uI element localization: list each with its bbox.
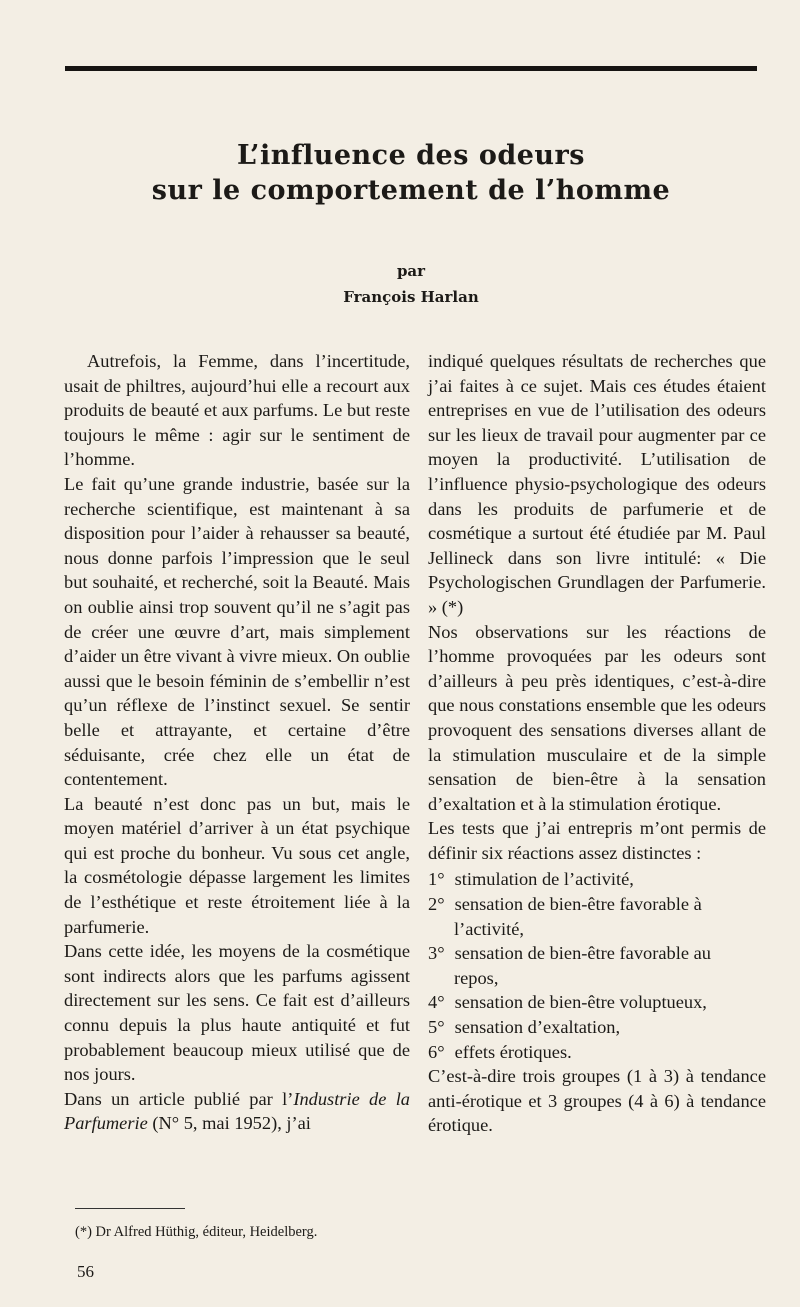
list-item bbox=[428, 990, 766, 1015]
list-text: sensation d’exaltation, bbox=[454, 1017, 621, 1038]
reaction-list bbox=[428, 867, 766, 1064]
paragraph: Dans cette idée, les moyens de la cosmétique sont indirects alors que les parfums agissent directement sur les sens. Ce fait est d’ailleurs connu depuis la plus haute antiquité et fut probablement beaucoup mieux utilisé que de nos jours. bbox=[64, 941, 410, 1085]
list-number: 5° bbox=[428, 1017, 445, 1038]
list-number: 4° bbox=[428, 992, 445, 1013]
paragraph bbox=[64, 1087, 410, 1136]
paragraph-continued: indiqué quelques résultats de recherches que j’ai faites à ce sujet. Mais ces études étaient entreprises en vue de l’utilisation des odeurs sur les lieux de travail pour augmenter par ce moyen la productivité. L’utilisation de l’influence physio-psychologique des odeurs dans les produits de parfumerie et de cosmétique a surtout été étudiée par M. Paul Jellineck dans son livre intitulé: « Die Psychologischen Grundlagen der Parfumerie. » (*) bbox=[428, 351, 766, 617]
list-text-continued: l’activité, bbox=[454, 918, 524, 939]
paragraph: La beauté n’est donc pas un but, mais le moyen matériel d’arriver à un état psychique qui est proche du bonheur. Vu sous cet angle, la cosmétologie dépasse largement les limites de l’esthétique et reste étroitement liée à la parfumerie. bbox=[64, 793, 410, 937]
list-item bbox=[428, 867, 766, 892]
footnote-rule bbox=[75, 1208, 185, 1209]
byline-par: par bbox=[396, 262, 426, 280]
text-run: (N° 5, mai 1952), j’ai bbox=[147, 1113, 311, 1134]
list-item bbox=[428, 941, 766, 990]
paragraph: Le fait qu’une grande industrie, basée sur la recherche scientifique, est maintenant à sa disposition pour l’aider à rehausser sa beauté, nous donne parfois l’impression que le seul but souhaité, et recherché, soit la Beauté. Mais on oublie ainsi trop souvent qu’il ne s’agit pas de créer une œuvre d’art, mais simplement d’aider un être vivant à vivre mieux. On oublie aussi que le besoin féminin de s’embellir n’est qu’un réflexe de l’instinct sexuel. Se sentir belle et attrayante, et certaine d’être séduisante, crée chez elle un état de contentement. bbox=[64, 473, 410, 790]
page-number: 56 bbox=[77, 1262, 94, 1281]
text-run: Dans un article publié par l’ bbox=[64, 1088, 294, 1109]
list-number: 6° bbox=[428, 1041, 445, 1062]
list-text: sensation de bien-être voluptueux, bbox=[454, 992, 707, 1013]
right-column bbox=[428, 349, 766, 1138]
footnote: (*) Dr Alfred Hüthig, éditeur, Heidelberg. bbox=[75, 1224, 318, 1240]
paragraph: Les tests que j’ai entrepris m’ont permis de définir six réactions assez distinctes : bbox=[428, 818, 766, 863]
paragraph: C’est-à-dire trois groupes (1 à 3) à tendance anti-érotique et 3 groupes (4 à 6) à tendance érotique. bbox=[428, 1066, 766, 1136]
journal-title: Industrie de la Parfumerie bbox=[64, 1088, 410, 1134]
left-column bbox=[64, 349, 410, 1136]
list-item bbox=[428, 1015, 766, 1040]
list-number: 3° bbox=[428, 943, 445, 964]
list-text: sensation de bien-être favorable à bbox=[454, 894, 702, 915]
paragraph: Nos observations sur les réactions de l’homme provoquées par les odeurs sont d’ailleurs à peu près identiques, c’est-à-dire que nous constations ensemble que les odeurs provoquent des sensations diverses allant de la stimulation musculaire et de la simple sensation de bien-être à la sensation d’exaltation et à la stimulation érotique. bbox=[428, 621, 766, 814]
list-text: stimulation de l’activité, bbox=[454, 869, 634, 890]
author-name: François Harlan bbox=[343, 288, 479, 306]
list-item bbox=[428, 1040, 766, 1065]
title-line-1: L’influence des odeurs bbox=[237, 140, 585, 171]
top-rule bbox=[65, 66, 757, 71]
list-item bbox=[428, 892, 766, 941]
list-number: 2° bbox=[428, 894, 445, 915]
list-text: sensation de bien-être favorable au bbox=[454, 943, 711, 964]
list-text-continued: repos, bbox=[454, 967, 499, 988]
list-text: effets érotiques. bbox=[454, 1041, 572, 1062]
list-number: 1° bbox=[428, 869, 445, 890]
paragraph: Autrefois, la Femme, dans l’incertitude, usait de philtres, aujourd’hui elle a recourt aux produits de beauté et aux parfums. Le but reste toujours le même : agir sur le sentiment de l’homme. bbox=[64, 351, 410, 470]
title-line-2: sur le comportement de l’homme bbox=[151, 175, 671, 206]
